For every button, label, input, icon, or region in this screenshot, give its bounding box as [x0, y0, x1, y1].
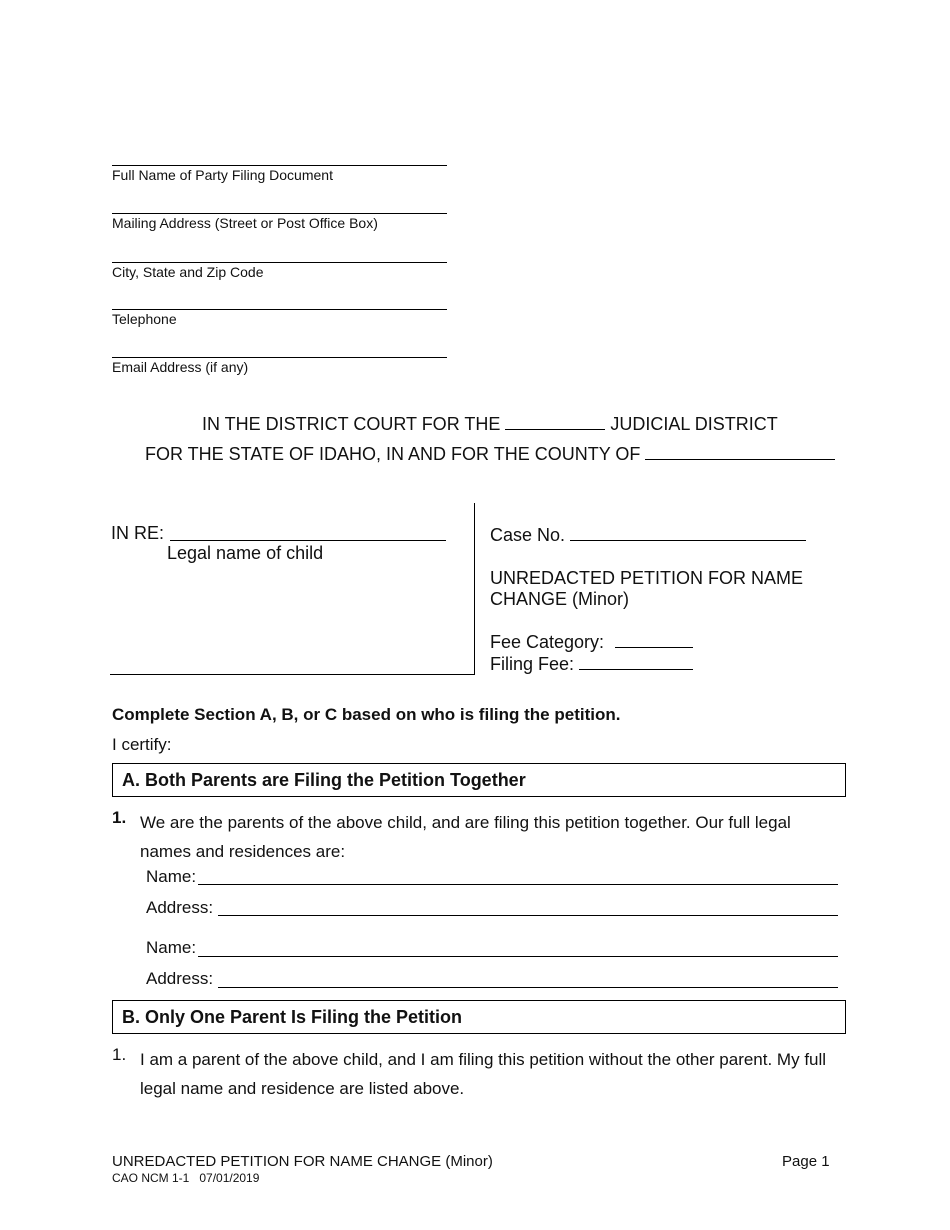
fee-category [490, 632, 693, 653]
section-a-heading: A. Both Parents are Filing the Petition Together [112, 763, 846, 797]
parent-2-address-field[interactable] [218, 987, 838, 988]
mailing-address-label: Mailing Address (Street or Post Office Box) [112, 215, 378, 231]
section-b-heading: B. Only One Parent Is Filing the Petition [112, 1000, 846, 1034]
telephone-label: Telephone [112, 311, 177, 327]
parent-2-name-label: Name: [146, 938, 197, 957]
parent-1-address-field[interactable] [218, 915, 838, 916]
court-line-2 [145, 444, 835, 465]
section-a-item-text [140, 808, 840, 866]
caption-divider [474, 503, 475, 675]
county-blank[interactable] [645, 445, 835, 460]
section-b-item-line-2: legal name and residence are listed above. [140, 1079, 465, 1098]
document-title-line-2: CHANGE (Minor) [490, 589, 630, 609]
parent-2-name-field[interactable] [198, 956, 838, 957]
case-number-label: Case No. [490, 525, 566, 545]
in-re-label: IN RE: [111, 523, 165, 543]
telephone-line[interactable] [112, 309, 447, 310]
parent-2-address-label: Address: [146, 969, 214, 988]
parent-1-name-label: Name: [146, 867, 197, 886]
case-number-blank[interactable] [570, 526, 806, 541]
section-a-item-number: 1. [112, 808, 127, 827]
filing-fee [490, 654, 693, 675]
case-number [490, 525, 806, 546]
page-number: Page 1 [782, 1153, 830, 1170]
filing-fee-blank[interactable] [579, 655, 693, 670]
certify-text: I certify: [112, 735, 172, 754]
instructions-text: Complete Section A, B, or C based on who is filing the petition. [112, 705, 621, 724]
document-title [490, 568, 803, 610]
parent-1-name-field[interactable] [198, 884, 838, 885]
judicial-district-blank[interactable] [505, 415, 605, 430]
email-label: Email Address (if any) [112, 359, 249, 375]
court-line-1-prefix: IN THE DISTRICT COURT FOR THE [202, 414, 501, 434]
parent-1-address-label: Address: [146, 898, 214, 917]
court-line-1 [202, 414, 778, 435]
city-state-zip-label: City, State and Zip Code [112, 264, 264, 280]
fee-category-label: Fee Category: [490, 632, 605, 652]
party-name-label: Full Name of Party Filing Document [112, 167, 333, 183]
child-name-line[interactable] [170, 540, 446, 541]
section-b-item-line-1: I am a parent of the above child, and I am filing this petition without the other parent. My full [140, 1050, 827, 1069]
section-a-item-line-1: We are the parents of the above child, and are filing this petition together. Our full legal [140, 813, 791, 832]
caption-bottom-rule [110, 674, 474, 675]
mailing-address-line[interactable] [112, 213, 447, 214]
footer-title: UNREDACTED PETITION FOR NAME CHANGE (Minor) [112, 1153, 493, 1170]
document-title-line-1: UNREDACTED PETITION FOR NAME [490, 568, 804, 588]
court-line-2-text: FOR THE STATE OF IDAHO, IN AND FOR THE COUNTY OF [145, 444, 641, 464]
section-b-item-number: 1. [112, 1045, 127, 1064]
email-line[interactable] [112, 357, 447, 358]
city-state-zip-line[interactable] [112, 262, 447, 263]
court-line-1-suffix: JUDICIAL DISTRICT [610, 414, 778, 434]
party-name-line[interactable] [112, 165, 447, 166]
fee-category-blank[interactable] [615, 633, 693, 648]
section-b-item-text [140, 1045, 850, 1103]
section-a-item-line-2: names and residences are: [140, 842, 346, 861]
legal-name-label: Legal name of child [167, 543, 324, 563]
filing-fee-label: Filing Fee: [490, 654, 575, 674]
footer-form-id: CAO NCM 1-1 07/01/2019 [112, 1171, 260, 1185]
